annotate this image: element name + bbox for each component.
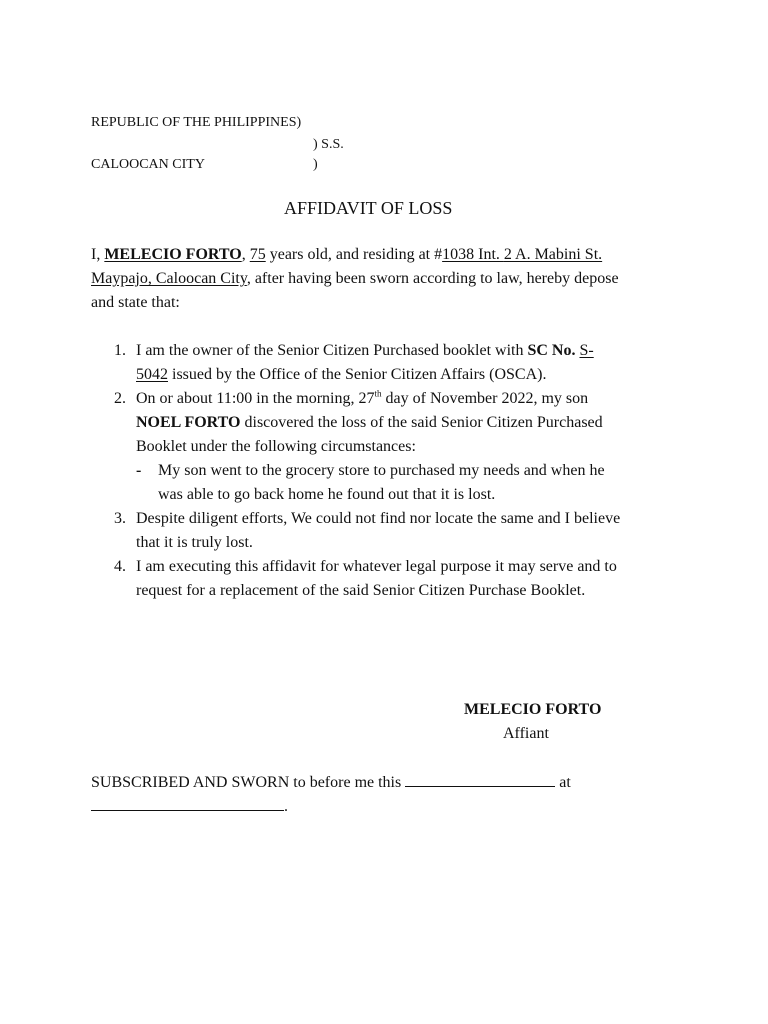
item-1-line-1: I am the owner of the Senior Citizen Purchased booklet with SC No. S-: [136, 342, 594, 359]
venue-city: CALOOCAN CITY: [91, 157, 205, 172]
place-blank-field: [91, 794, 284, 811]
jurat-line-2: .: [91, 794, 288, 819]
item-4-line-1: I am executing this affidavit for whatever legal purpose it may serve and to: [136, 558, 617, 575]
item-number: 3.: [114, 510, 126, 527]
affiant-age: 75: [249, 246, 266, 263]
signature-name: MELECIO FORTO: [464, 701, 602, 718]
signature-role: Affiant: [503, 725, 549, 742]
item-2-line-3: Booklet under the following circumstances:: [136, 438, 416, 455]
address-city: Maypajo, Caloocan City: [91, 270, 247, 287]
affiant-name: MELECIO FORTO: [104, 246, 242, 263]
venue-republic: REPUBLIC OF THE PHILIPPINES): [91, 115, 302, 130]
item-3-line-1: Despite diligent efforts, We could not find nor locate the same and I believe: [136, 510, 621, 527]
intro-line-2: Maypajo, Caloocan City, after having been sworn according to law, hereby depose: [91, 270, 619, 287]
item-number: 1.: [114, 342, 126, 359]
item-number: 4.: [114, 558, 126, 575]
sub-item-dash: -: [136, 462, 142, 479]
venue-paren: ): [313, 157, 318, 172]
item-1-line-2: 5042 issued by the Office of the Senior Citizen Affairs (OSCA).: [136, 366, 547, 383]
intro-line-3: and state that:: [91, 294, 180, 311]
address-number: 1038 Int.: [442, 246, 504, 263]
son-name: NOEL FORTO: [136, 414, 241, 431]
jurat-line-1: SUBSCRIBED AND SWORN to before me this at: [91, 770, 571, 795]
item-4-line-2: request for a replacement of the said Senior Citizen Purchase Booklet.: [136, 582, 586, 599]
intro-line-1: I, MELECIO FORTO, 75 years old, and residing at #1038 Int. 2 A. Mabini St.: [91, 246, 603, 263]
item-number: 2.: [114, 390, 126, 407]
item-2-line-2: NOEL FORTO discovered the loss of the said Senior Citizen Purchased: [136, 414, 603, 431]
document-title: AFFIDAVIT OF LOSS: [284, 198, 453, 218]
item-3-line-2: that it is truly lost.: [136, 534, 253, 551]
sub-item-line-2: was able to go back home he found out that it is lost.: [158, 486, 496, 503]
date-blank-field: [405, 770, 555, 787]
sub-item-line-1: My son went to the grocery store to purchased my needs and when he: [158, 462, 605, 479]
venue-ss: ) S.S.: [313, 137, 344, 152]
sc-number: 5042: [136, 366, 168, 383]
address-street: 2 A. Mabini St.: [503, 246, 603, 263]
item-2-line-1: On or about 11:00 in the morning, 27th day of November 2022, my son: [136, 388, 589, 407]
